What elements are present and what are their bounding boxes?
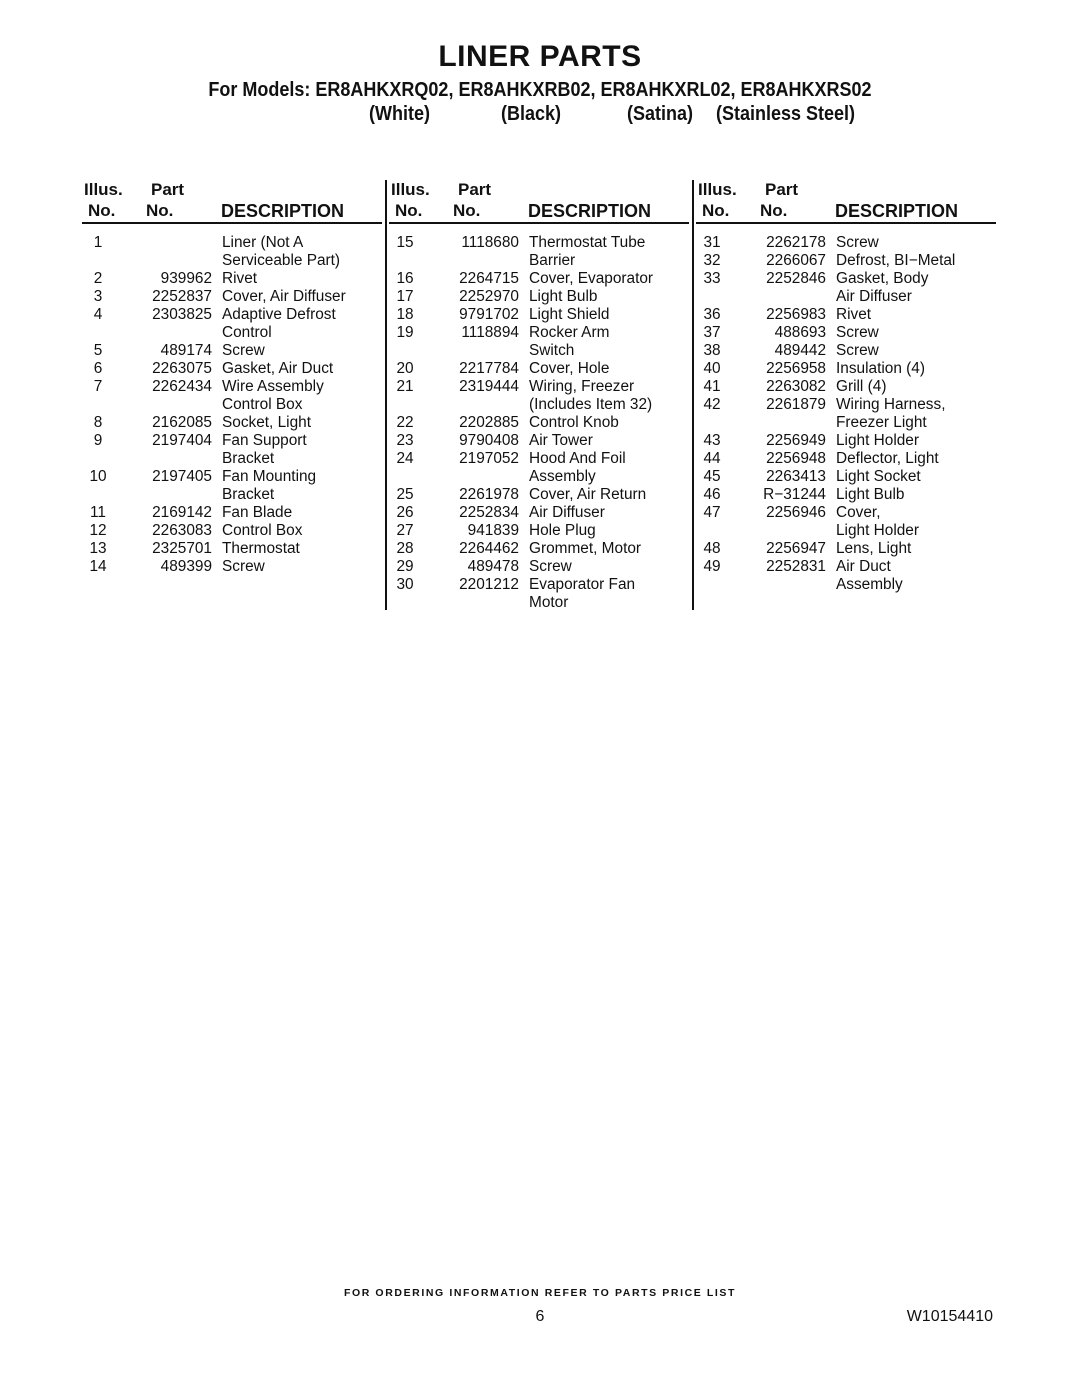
part-row [696, 504, 996, 540]
part-row [389, 378, 689, 414]
part-description: Air Tower [529, 432, 593, 449]
header-illus: Illus. [391, 180, 430, 199]
part-row [696, 270, 996, 306]
part-description: Screw [222, 342, 265, 359]
part-description: Screw [836, 234, 879, 251]
part-number: 488693 [774, 324, 826, 341]
illus-number: 43 [703, 432, 721, 449]
part-description: Screw [836, 342, 879, 359]
part-description: Cover, Air Return [529, 486, 647, 503]
header-illus-no: No. [395, 201, 423, 220]
part-row [389, 432, 689, 450]
part-row [389, 306, 689, 324]
part-description: Cover, Light Holder [836, 504, 919, 539]
part-description: Gasket, Body Air Diffuser [836, 270, 929, 305]
part-description: Fan Blade [222, 504, 293, 521]
part-row [696, 432, 996, 450]
part-number: 2256947 [766, 540, 826, 557]
part-row [696, 342, 996, 360]
illus-number: 41 [703, 378, 721, 395]
part-number: 2256983 [766, 306, 826, 323]
part-number: R−31244 [763, 486, 826, 503]
part-row [82, 342, 382, 360]
part-number: 2169142 [152, 504, 212, 521]
part-description: Cover, Hole [529, 360, 610, 377]
part-row [82, 558, 382, 576]
part-row [696, 378, 996, 396]
part-number: 2252831 [766, 558, 826, 575]
part-number: 2197404 [152, 432, 212, 449]
illus-number: 30 [396, 576, 414, 593]
illus-number: 10 [89, 468, 107, 485]
illus-number: 21 [396, 378, 414, 395]
part-number: 2256946 [766, 504, 826, 521]
illus-number: 4 [93, 306, 103, 323]
part-number: 2252846 [766, 270, 826, 287]
part-row [696, 540, 996, 558]
document-number: W10154410 [906, 1308, 993, 1325]
part-row [82, 306, 382, 342]
part-number: 2263082 [766, 378, 826, 395]
ordering-note: FOR ORDERING INFORMATION REFER TO PARTS PRICE LIST [343, 1287, 737, 1299]
illus-number: 33 [703, 270, 721, 287]
illus-number: 22 [396, 414, 414, 431]
part-number: 2319444 [459, 378, 519, 395]
part-description: Control Box [222, 522, 303, 539]
illus-number: 29 [396, 558, 414, 575]
part-number: 2252834 [459, 504, 519, 521]
part-row [696, 396, 996, 432]
illus-number: 26 [396, 504, 414, 521]
part-number: 2262434 [152, 378, 212, 395]
part-row [82, 270, 382, 288]
part-row [696, 468, 996, 486]
part-description: Wire Assembly Control Box [222, 378, 324, 413]
part-row [389, 360, 689, 378]
part-row [389, 558, 689, 576]
part-number: 2162085 [152, 414, 212, 431]
header-part-no: No. [760, 201, 788, 220]
part-description: Fan Support Bracket [222, 432, 307, 467]
parts-list [389, 234, 689, 612]
part-number: 2263413 [766, 468, 826, 485]
illus-number: 36 [703, 306, 721, 323]
illus-number: 19 [396, 324, 414, 341]
illus-number: 48 [703, 540, 721, 557]
parts-list [82, 234, 382, 576]
part-number: 1118894 [461, 324, 519, 341]
part-number: 9790408 [459, 432, 519, 449]
part-row [82, 360, 382, 378]
part-row [696, 234, 996, 252]
illus-number: 9 [93, 432, 103, 449]
part-row [389, 522, 689, 540]
part-number: 939962 [160, 270, 212, 287]
part-number: 2303825 [152, 306, 212, 323]
part-row [82, 234, 382, 270]
part-number: 2256958 [766, 360, 826, 377]
illus-number: 3 [93, 288, 103, 305]
color-stainless-label: (Stainless Steel) [716, 103, 856, 125]
color-satina-label: (Satina) [627, 103, 694, 125]
part-number: 2197052 [459, 450, 519, 467]
part-description: Air Diffuser [529, 504, 605, 521]
illus-number: 2 [93, 270, 103, 287]
part-description: Screw [222, 558, 265, 575]
part-description: Light Bulb [836, 486, 905, 503]
part-row [82, 378, 382, 414]
illus-number: 11 [90, 504, 106, 521]
part-description: Cover, Evaporator [529, 270, 654, 287]
illus-number: 25 [396, 486, 414, 503]
part-number: 2217784 [459, 360, 519, 377]
illus-number: 6 [93, 360, 103, 377]
illus-number: 31 [703, 234, 721, 251]
part-number: 2264462 [459, 540, 519, 557]
part-number: 9791702 [459, 306, 519, 323]
part-number: 2256948 [766, 450, 826, 467]
illus-number: 14 [89, 558, 107, 575]
part-row [696, 360, 996, 378]
part-number: 489174 [160, 342, 212, 359]
part-row [389, 270, 689, 288]
part-description: Screw [836, 324, 879, 341]
part-description: Grommet, Motor [529, 540, 642, 557]
illus-number: 37 [703, 324, 721, 341]
illus-number: 17 [396, 288, 414, 305]
part-description: Fan Mounting Bracket [222, 468, 317, 503]
page-title: LINER PARTS [438, 40, 642, 73]
part-row [82, 414, 382, 432]
part-number: 2325701 [152, 540, 212, 557]
illus-number: 32 [703, 252, 721, 269]
part-description: Defrost, BI−Metal [836, 252, 956, 269]
header-illus-no: No. [88, 201, 116, 220]
part-row [389, 234, 689, 270]
part-row [696, 252, 996, 270]
part-row [389, 450, 689, 486]
part-row [696, 306, 996, 324]
illus-number: 12 [89, 522, 107, 539]
part-number: 489442 [774, 342, 826, 359]
part-row [389, 576, 689, 612]
column-divider-1 [385, 180, 387, 610]
header-illus-no: No. [702, 201, 730, 220]
part-description: Cover, Air Diffuser [222, 288, 346, 305]
illus-number: 49 [703, 558, 721, 575]
part-number: 2252970 [459, 288, 519, 305]
header-description: DESCRIPTION [528, 201, 652, 221]
part-number: 2263083 [152, 522, 212, 539]
part-number: 2266067 [766, 252, 826, 269]
part-row [389, 324, 689, 360]
part-description: Socket, Light [222, 414, 311, 431]
part-description: Rivet [222, 270, 258, 287]
part-description: Liner (Not A Serviceable Part) [222, 234, 341, 269]
illus-number: 44 [703, 450, 721, 467]
illus-number: 18 [396, 306, 414, 323]
part-row [82, 522, 382, 540]
illus-number: 47 [703, 504, 721, 521]
header-description: DESCRIPTION [835, 201, 959, 221]
part-description: Rivet [836, 306, 872, 323]
part-description: Control Knob [529, 414, 619, 431]
part-row [696, 324, 996, 342]
part-number: 2261978 [459, 486, 519, 503]
part-number: 2202885 [459, 414, 519, 431]
part-number: 2261879 [766, 396, 826, 413]
part-description: Light Holder [836, 432, 919, 449]
header-part: Part [458, 180, 492, 199]
header-part: Part [151, 180, 185, 199]
column-header [696, 180, 996, 224]
part-description: Rocker Arm Switch [529, 324, 610, 359]
illus-number: 24 [396, 450, 414, 467]
illus-number: 27 [396, 522, 414, 539]
part-description: Hole Plug [529, 522, 596, 539]
part-description: Gasket, Air Duct [222, 360, 334, 377]
part-description: Light Bulb [529, 288, 598, 305]
parts-list [696, 234, 996, 594]
part-number: 489399 [160, 558, 212, 575]
part-description: Light Socket [836, 468, 921, 485]
part-number: 1118680 [461, 234, 519, 251]
part-number: 941839 [467, 522, 519, 539]
part-description: Hood And Foil Assembly [529, 450, 626, 485]
part-number: 2264715 [459, 270, 519, 287]
part-number: 489478 [467, 558, 519, 575]
part-row [82, 432, 382, 468]
part-number: 2201212 [459, 576, 519, 593]
part-row [389, 504, 689, 522]
part-row [82, 540, 382, 558]
part-row [696, 450, 996, 468]
part-description: Light Shield [529, 306, 610, 323]
header-part: Part [765, 180, 799, 199]
part-row [389, 288, 689, 306]
parts-column-3 [696, 180, 996, 594]
illus-number: 5 [93, 342, 103, 359]
color-white-label: (White) [369, 103, 430, 125]
part-description: Air Duct Assembly [836, 558, 903, 593]
parts-column-1 [82, 180, 382, 576]
illus-number: 20 [396, 360, 414, 377]
header-description: DESCRIPTION [221, 201, 345, 221]
part-number: 2252837 [152, 288, 212, 305]
header-illus: Illus. [84, 180, 123, 199]
part-description: Lens, Light [836, 540, 912, 557]
illus-number: 45 [703, 468, 721, 485]
part-row [82, 468, 382, 504]
illus-number: 8 [93, 414, 103, 431]
column-divider-2 [692, 180, 694, 610]
part-row [696, 558, 996, 594]
part-number: 2197405 [152, 468, 212, 485]
part-row [389, 414, 689, 432]
part-description: Insulation (4) [836, 360, 925, 377]
page-number: 6 [535, 1308, 545, 1325]
illus-number: 38 [703, 342, 721, 359]
illus-number: 13 [89, 540, 107, 557]
illus-number: 15 [396, 234, 414, 251]
part-description: Thermostat [222, 540, 300, 557]
part-description: Deflector, Light [836, 450, 939, 467]
part-row [696, 486, 996, 504]
part-number: 2263075 [152, 360, 212, 377]
part-number: 2262178 [766, 234, 826, 251]
part-row [389, 540, 689, 558]
column-header [389, 180, 689, 224]
illus-number: 1 [93, 234, 103, 251]
part-description: Wiring, Freezer (Includes Item 32) [529, 378, 653, 413]
part-description: Evaporator Fan Motor [529, 576, 636, 611]
illus-number: 46 [703, 486, 721, 503]
header-part-no: No. [453, 201, 481, 220]
part-description: Grill (4) [836, 378, 887, 395]
parts-column-2 [389, 180, 689, 612]
part-description: Adaptive Defrost Control [222, 306, 336, 341]
part-row [389, 486, 689, 504]
illus-number: 28 [396, 540, 414, 557]
illus-number: 40 [703, 360, 721, 377]
illus-number: 16 [396, 270, 414, 287]
illus-number: 7 [93, 378, 103, 395]
part-row [82, 288, 382, 306]
models-line: For Models: ER8AHKXRQ02, ER8AHKXRB02, ER8AHKXRL02, ER8AHKXRS02 [208, 79, 872, 101]
part-description: Screw [529, 558, 572, 575]
illus-number: 23 [396, 432, 414, 449]
part-number: 2256949 [766, 432, 826, 449]
header-illus: Illus. [698, 180, 737, 199]
part-row [82, 504, 382, 522]
part-description: Wiring Harness, Freezer Light [836, 396, 946, 431]
part-description: Thermostat Tube Barrier [529, 234, 646, 269]
column-header [82, 180, 382, 224]
color-black-label: (Black) [501, 103, 562, 125]
header-part-no: No. [146, 201, 174, 220]
illus-number: 42 [703, 396, 721, 413]
